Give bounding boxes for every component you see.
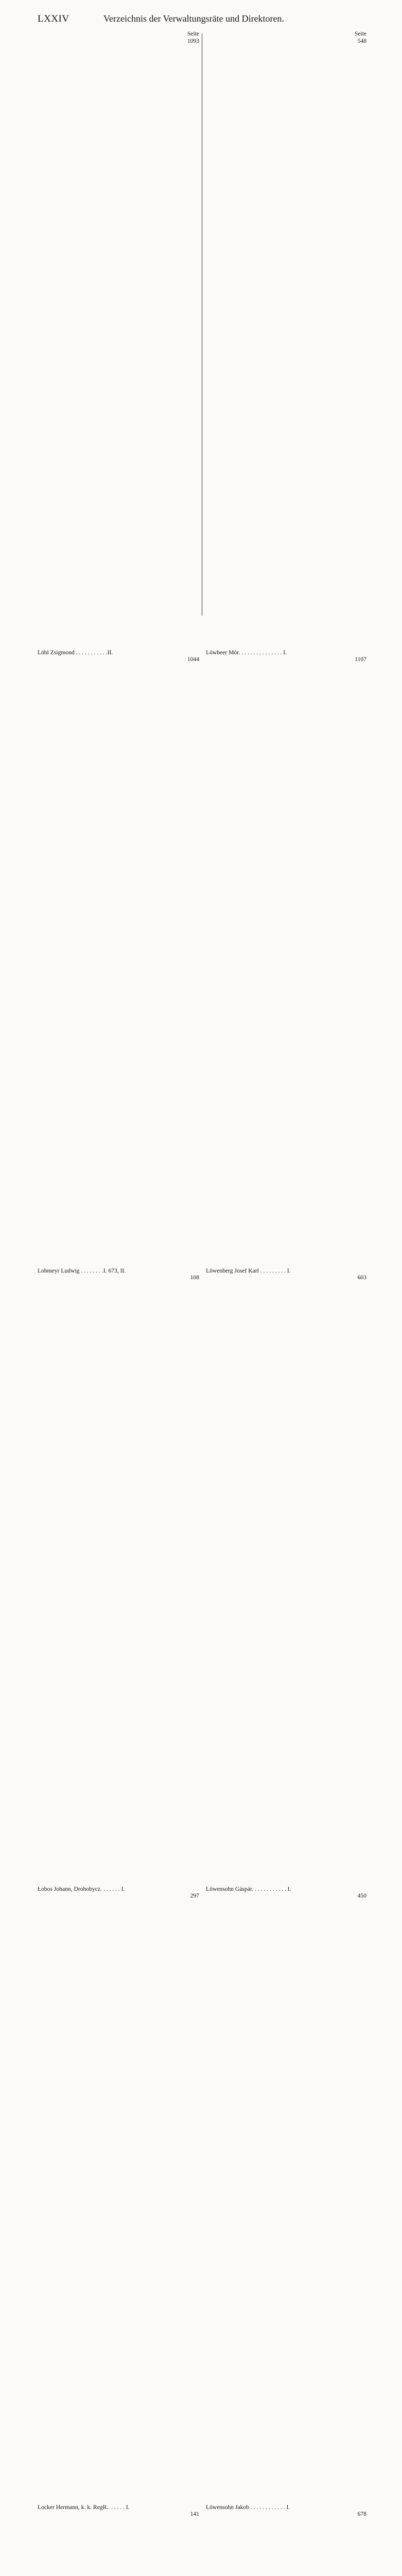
right-entry-list: [206, 38, 366, 2576]
entry-page-number: 678: [357, 2511, 366, 2517]
entry-page-number: 141: [190, 2511, 199, 2517]
index-entry: [38, 1274, 199, 1892]
entry-page-number: 603: [357, 1274, 366, 1281]
index-entry: [38, 656, 199, 1274]
page-title: Verzeichnis der Verwaltungsräte und Direktoren.: [103, 13, 285, 24]
index-entry: [38, 2511, 199, 2576]
entry-name: Löwenberg Josef Karl . . . . . . . . . I.: [206, 1267, 291, 1274]
entry-page-number: 450: [357, 1892, 366, 1899]
page-number: LXXIV: [38, 13, 69, 24]
entry-page-number: 548: [357, 38, 366, 44]
index-entry: [206, 38, 366, 656]
entry-page-number: 297: [190, 1892, 199, 1899]
entry-name: Löwensohn Gáspár. . . . . . . . . . . . I.: [206, 1885, 291, 1892]
index-entry: [206, 1892, 366, 2511]
document-page: [38, 10, 367, 2517]
entry-page-number: 1044: [187, 656, 199, 663]
entry-page-number: 1107: [355, 656, 366, 663]
left-column-header: Seite: [187, 31, 199, 37]
entry-name: Löwensohn Jakob . . . . . . . . . . . . I.: [206, 2503, 290, 2511]
left-column: [38, 31, 200, 2517]
index-entry: [206, 2511, 366, 2576]
right-column-header: Seite: [355, 31, 366, 37]
index-entry: [38, 38, 199, 656]
right-column: [204, 31, 366, 2517]
index-entry: [206, 656, 366, 1274]
page-header: [38, 10, 367, 28]
index-entry: [206, 1274, 366, 1892]
entry-name: Locker Hermann, k. k. RegR.. . . . . . I.: [38, 2503, 130, 2511]
index-columns: [38, 31, 367, 2517]
entry-name: Lobmeyr Ludwig . . . . . . . .I. 673, II.: [38, 1267, 126, 1274]
entry-page-number: 1093: [187, 38, 199, 44]
entry-name: Löbl Zsigmond . . . . . . . . . . .II.: [38, 649, 113, 656]
entry-name: Löwbeer Mór. . . . . . . . . . . . . . . I.: [206, 649, 287, 656]
entry-page-number: 108: [190, 1274, 199, 1281]
index-entry: [38, 1892, 199, 2511]
left-entry-list: [38, 38, 199, 2576]
entry-name: Łobos Johann, Drohobycz. . . . . . . I.: [38, 1885, 125, 1892]
